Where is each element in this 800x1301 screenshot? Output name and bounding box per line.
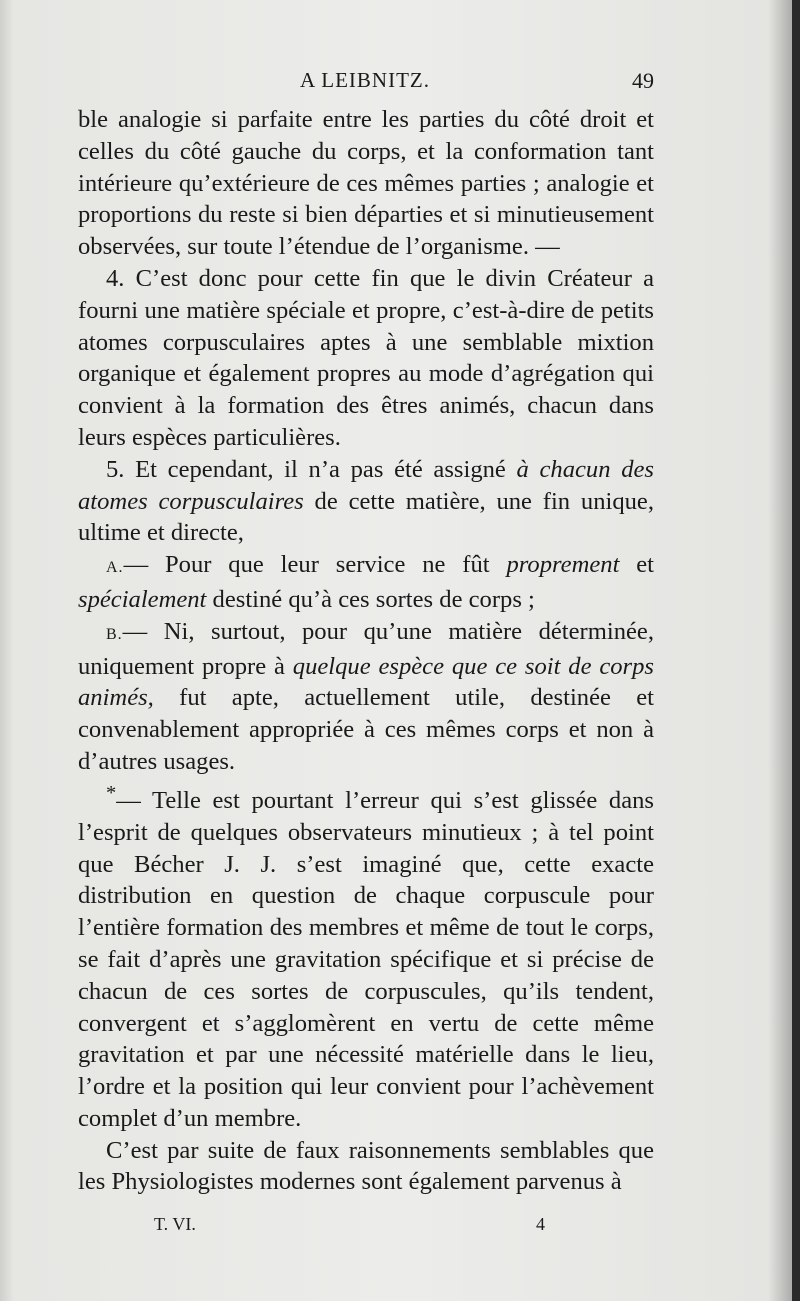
sheet-number: 4 xyxy=(536,1214,545,1234)
text-run: destiné qu’à ces sortes de corps ; xyxy=(206,585,535,613)
item-label: A. xyxy=(106,559,124,577)
text-run: 5. Et cependant, il n’a pas été assigné xyxy=(106,455,517,483)
italic-text: proprement xyxy=(506,551,620,579)
page-header xyxy=(78,68,654,98)
item-label: B. xyxy=(106,625,123,643)
italic-text: spécialement xyxy=(78,585,207,613)
italic-text: à chacun des atomes corpusculaires xyxy=(78,455,654,515)
text-run: 4. C’est donc pour cette fin que le divin Créateur a fourni une matière spéciale et propre, c’est-à-dire de petits atomes corpusculaires aptes à une semblable mixtion organique et également propres au mode d’agrégation qui convient à la formation des êtres animés, chacun dans leurs espèces particulières. xyxy=(78,264,654,451)
page-edge-shadow xyxy=(792,0,800,1301)
paragraph xyxy=(78,616,654,778)
paragraph xyxy=(78,454,654,549)
text-run: et xyxy=(619,551,655,579)
text-run: de cette matière, une fin unique, ultime et directe, xyxy=(78,487,654,547)
text-run: — Pour que leur service ne fût xyxy=(123,551,507,579)
text-run: ble analogie si parfaite entre les parties du côté droit et celles du côté gauche du corps, et la conformation tant intérieure qu’extérieure de ces mêmes parties ; analogie et proportions du reste si bien départies et si minutieusement observées, sur toute l’étendue de l’organisme. — xyxy=(78,106,654,261)
paragraph xyxy=(78,778,654,1135)
text-run: C’est par suite de faux raisonnements semblables que les Physiologistes modernes sont également parvenus à xyxy=(78,1136,654,1196)
paragraph xyxy=(78,104,654,263)
text-run: — Ni, surtout, pour qu’une matière déterminée, uniquement propre à xyxy=(78,617,654,680)
paragraph xyxy=(78,263,654,454)
running-head: A LEIBNITZ. xyxy=(300,68,430,92)
text-run: fut apte, actuellement utile, destinée et convenablement appropriée à ces mêmes corps et non à d’autres usages. xyxy=(78,684,654,775)
body-text xyxy=(78,104,654,1198)
footnote-mark: * xyxy=(106,781,117,804)
paragraph xyxy=(78,1135,654,1199)
page-number: 49 xyxy=(632,68,654,93)
signature-mark: T. VI. xyxy=(154,1214,196,1234)
paragraph xyxy=(78,549,654,616)
italic-text: quelque espèce que ce soit de corps animés, xyxy=(78,652,654,712)
text-run: — Telle est pourtant l’erreur qui s’est glissée dans l’esprit de quelques observateurs minutieux ; à tel point que Bécher J. J. s’est imaginé que, cette exacte distribution en question de chaque corpuscule pour l’entière formation des membres et même de tout le corps, se fait d’après une gravitation spécifique et si précise de chacun de ces sortes de corpuscules, qu’ils tendent, convergent et s’agglomèrent en vertu de cette même gravitation et par une nécessité matérielle dans le lieu, l’ordre et la position qui leur convient pour l’achèvement complet d’un membre. xyxy=(78,786,654,1132)
page-footer xyxy=(78,1214,654,1240)
